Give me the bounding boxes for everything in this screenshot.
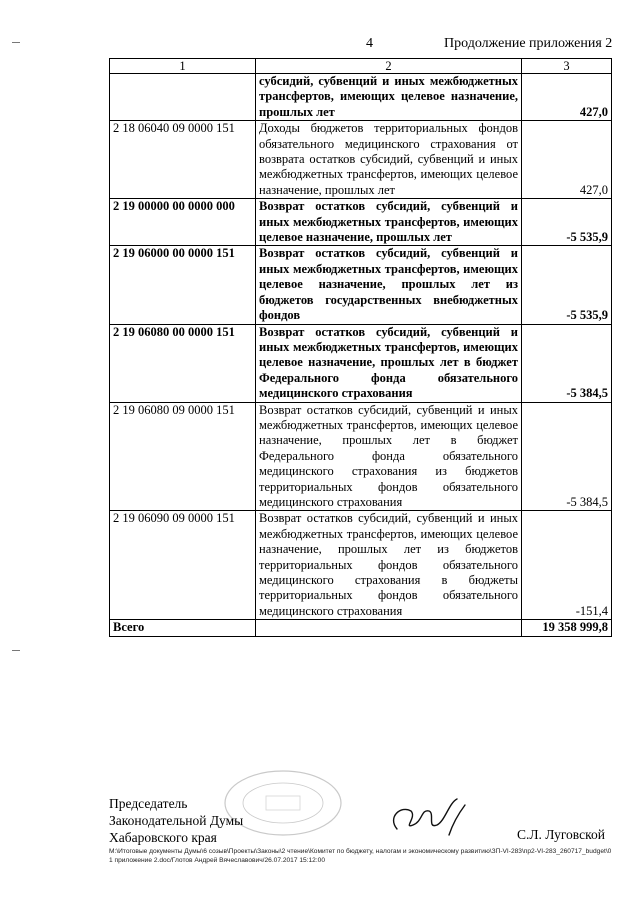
row-name: Возврат остатков субсидий, субвенций и иных межбюджетных трансфертов, имеющих целевое назначение, прошлых лет из бюджетов государственных внебюджетных фондов <box>256 246 522 324</box>
file-path-footer: M:\Итоговые документы Думы\6 созыв\Проекты\Законы\2 чтение\Комитет по бюджету, налогам и экономическому развитию\ЗП-VI-283\пр2-VI-283_260717_budget\01 приложение 2.doc/Глотов Андрей Вячеславович/26.07.2017 15:12:00 <box>109 848 612 864</box>
column-number: 2 <box>256 59 522 74</box>
row-name: Доходы бюджетов территориальных фондов обязательного медицинского страхования от возврата остатков субсидий, субвенций и иных межбюджетных трансфертов, имеющих целевое назначение, прошлых лет <box>256 121 522 199</box>
row-code: 2 18 06040 09 0000 151 <box>110 121 256 199</box>
row-name: Возврат остатков субсидий, субвенций и иных межбюджетных трансфертов, имеющих целевое назначение, прошлых лет <box>256 199 522 246</box>
page-number: 4 <box>366 36 373 51</box>
column-number: 1 <box>110 59 256 74</box>
total-row <box>110 620 612 636</box>
row-value: 427,0 <box>522 121 612 199</box>
row-code: 2 19 06090 09 0000 151 <box>110 511 256 620</box>
row-value: -5 384,5 <box>522 324 612 402</box>
total-value: 19 358 999,8 <box>522 620 612 636</box>
row-name: субсидий, субвенций и иных межбюджетных трансфертов, имеющих целевое назначение, прошлых лет <box>256 74 522 121</box>
total-label: Всего <box>110 620 256 636</box>
row-code: 2 19 06000 00 0000 151 <box>110 246 256 324</box>
row-name: Возврат остатков субсидий, субвенций и иных межбюджетных трансфертов, имеющих целевое назначение, прошлых лет в бюджет Федерального фонда обязательного медицинского страхования из бюджетов территориальных фондов обязательного медицинского страхования <box>256 402 522 511</box>
row-value: 427,0 <box>522 74 612 121</box>
budget-table <box>109 58 612 637</box>
column-number: 3 <box>522 59 612 74</box>
margin-mark <box>12 42 20 43</box>
table-row <box>110 324 612 402</box>
column-number-row <box>110 59 612 74</box>
margin-mark <box>12 650 20 651</box>
table-row <box>110 511 612 620</box>
row-code: 2 19 06080 00 0000 151 <box>110 324 256 402</box>
row-value: -5 535,9 <box>522 246 612 324</box>
row-name: Возврат остатков субсидий, субвенций и иных межбюджетных трансфертов, имеющих целевое назначение, прошлых лет из бюджетов территориальных фондов обязательного медицинского страхования в бюджеты территориальных фондов обязательного медицинского страхования <box>256 511 522 620</box>
signatory-title-line: Хабаровского края <box>109 830 217 845</box>
row-name: Возврат остатков субсидий, субвенций и иных межбюджетных трансфертов, имеющих целевое назначение, прошлых лет в бюджет Федерального фонда обязательного медицинского страхования <box>256 324 522 402</box>
row-code: 2 19 00000 00 0000 000 <box>110 199 256 246</box>
signatory-name: С.Л. Луговской <box>517 827 605 842</box>
row-value: -5 384,5 <box>522 402 612 511</box>
row-value: -151,4 <box>522 511 612 620</box>
continuation-label: Продолжение приложения 2 <box>444 36 613 51</box>
row-code <box>110 74 256 121</box>
signatory-title <box>109 795 243 846</box>
table-row <box>110 246 612 324</box>
signatory-title-line: Законодательной Думы <box>109 813 244 828</box>
row-code: 2 19 06080 09 0000 151 <box>110 402 256 511</box>
total-empty-cell <box>256 620 522 636</box>
table-row <box>110 121 612 199</box>
handwritten-signature <box>383 795 473 840</box>
table-row <box>110 402 612 511</box>
signatory-title-line: Председатель <box>109 796 188 811</box>
table-row <box>110 74 612 121</box>
row-value: -5 535,9 <box>522 199 612 246</box>
table-row <box>110 199 612 246</box>
